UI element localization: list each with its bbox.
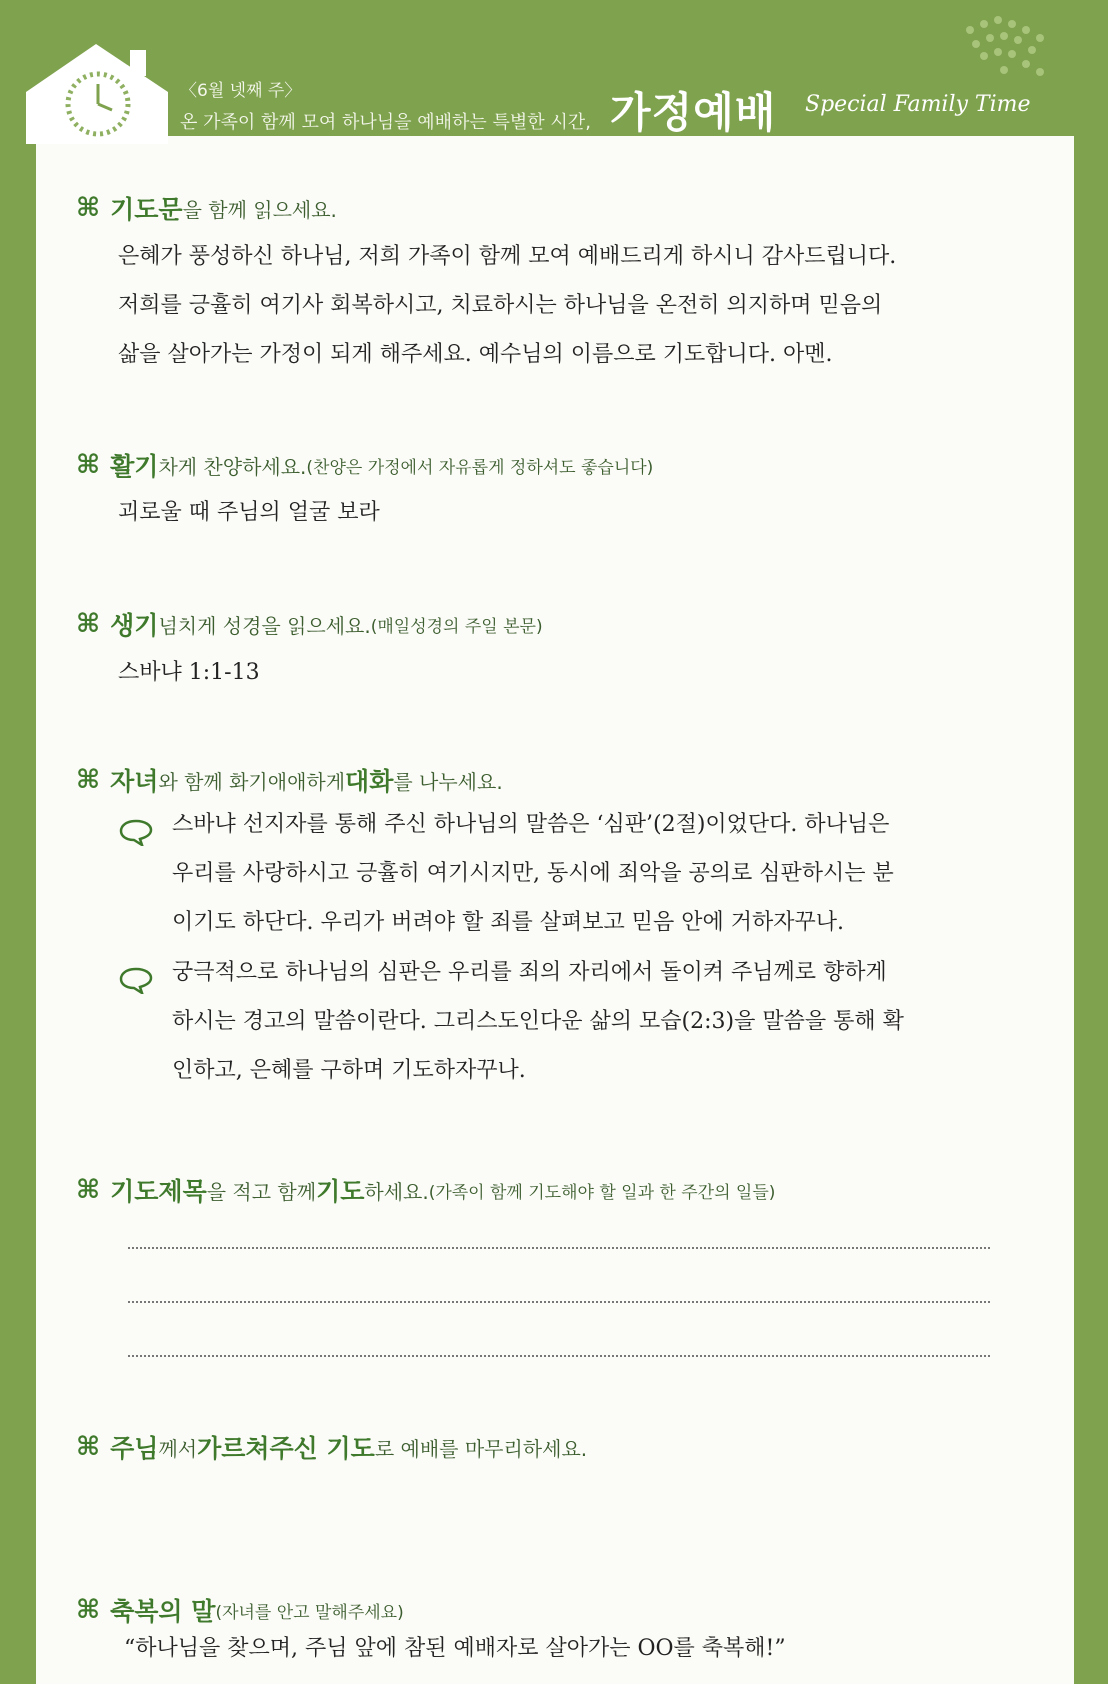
writing-line[interactable]	[128, 1355, 990, 1357]
dot-tree-decoration	[950, 10, 1060, 100]
cloverleaf-icon: ⌘	[76, 1595, 101, 1625]
prayer-heading: ⌘ 기도문 을 함께 읽으세요.	[76, 193, 337, 224]
cloverleaf-icon: ⌘	[76, 450, 101, 480]
writing-line[interactable]	[128, 1301, 990, 1303]
talk-item-1: 스바냐 선지자를 통해 주신 하나님의 말씀은 ‘심판’(2절)이었단다. 하나님은 우리를 사랑하시고 긍휼히 여기시지만, 동시에 죄악을 공의로 심판하시는 분 이기도 하단다. 우리가 버려야 할 죄를 살펴보고 믿음 안에 거하자꾸나.	[172, 812, 894, 935]
page-title: 가정예배	[610, 88, 777, 137]
clock-house-icon	[18, 40, 178, 150]
speech-bubble-icon	[118, 818, 154, 846]
cloverleaf-icon: ⌘	[76, 193, 101, 223]
speech-bubble-icon	[118, 966, 154, 994]
scripture-reference: 스바냐 1:1-13	[118, 660, 260, 685]
talk-item-2: 궁극적으로 하나님의 심판은 우리를 죄의 자리에서 돌이켜 주님께로 향하게 하시는 경고의 말씀이란다. 그리스도인다운 삶의 모습(2:3)을 말씀을 통해 확 인하고, 은혜를 구하며 기도하자꾸나.	[172, 960, 904, 1083]
cloverleaf-icon: ⌘	[76, 765, 101, 795]
header-subtitle: 온 가족이 함께 모여 하나님을 예배하는 특별한 시간,	[180, 112, 591, 133]
script-title: Special Family Time	[805, 92, 1031, 117]
week-label: 〈6월 넷째 주〉	[180, 81, 302, 101]
cloverleaf-icon: ⌘	[76, 609, 101, 639]
cloverleaf-icon: ⌘	[76, 1175, 101, 1205]
lords-prayer-heading: ⌘ 주님 께서 가르쳐주신 기도 로 예배를 마무리하세요.	[76, 1432, 588, 1463]
praise-heading: ⌘ 활기 차게 찬양하세요. (찬양은 가정에서 자유롭게 정하셔도 좋습니다)	[76, 450, 654, 481]
writing-line[interactable]	[128, 1247, 990, 1249]
song-title: 괴로울 때 주님의 얼굴 보라	[118, 500, 380, 525]
scripture-heading: ⌘ 생기 넘치게 성경을 읽으세요. (매일성경의 주일 본문)	[76, 609, 543, 640]
cloverleaf-icon: ⌘	[76, 1432, 101, 1462]
talk-heading: ⌘ 자녀 와 함께 화기애애하게 대화 를 나누세요.	[76, 765, 503, 796]
blessing-heading: ⌘ 축복의 말 (자녀를 안고 말해주세요)	[76, 1595, 404, 1626]
prayer-text: 은혜가 풍성하신 하나님, 저희 가족이 함께 모여 예배드리게 하시니 감사드립니다. 저희를 긍휼히 여기사 회복하시고, 치료하시는 하나님을 온전히 의지하며 믿음의 삶을 살아가는 가정이 되게 해주세요. 예수님의 이름으로 기도합니다. 아멘.	[118, 244, 897, 367]
requests-heading: ⌘ 기도제목 을 적고 함께 기도 하세요. (가족이 함께 기도해야 할 일과 한 주간의 일들)	[76, 1175, 776, 1206]
blessing-text: “하나님을 찾으며, 주님 앞에 참된 예배자로 살아가는 OO를 축복해!”	[124, 1636, 786, 1661]
